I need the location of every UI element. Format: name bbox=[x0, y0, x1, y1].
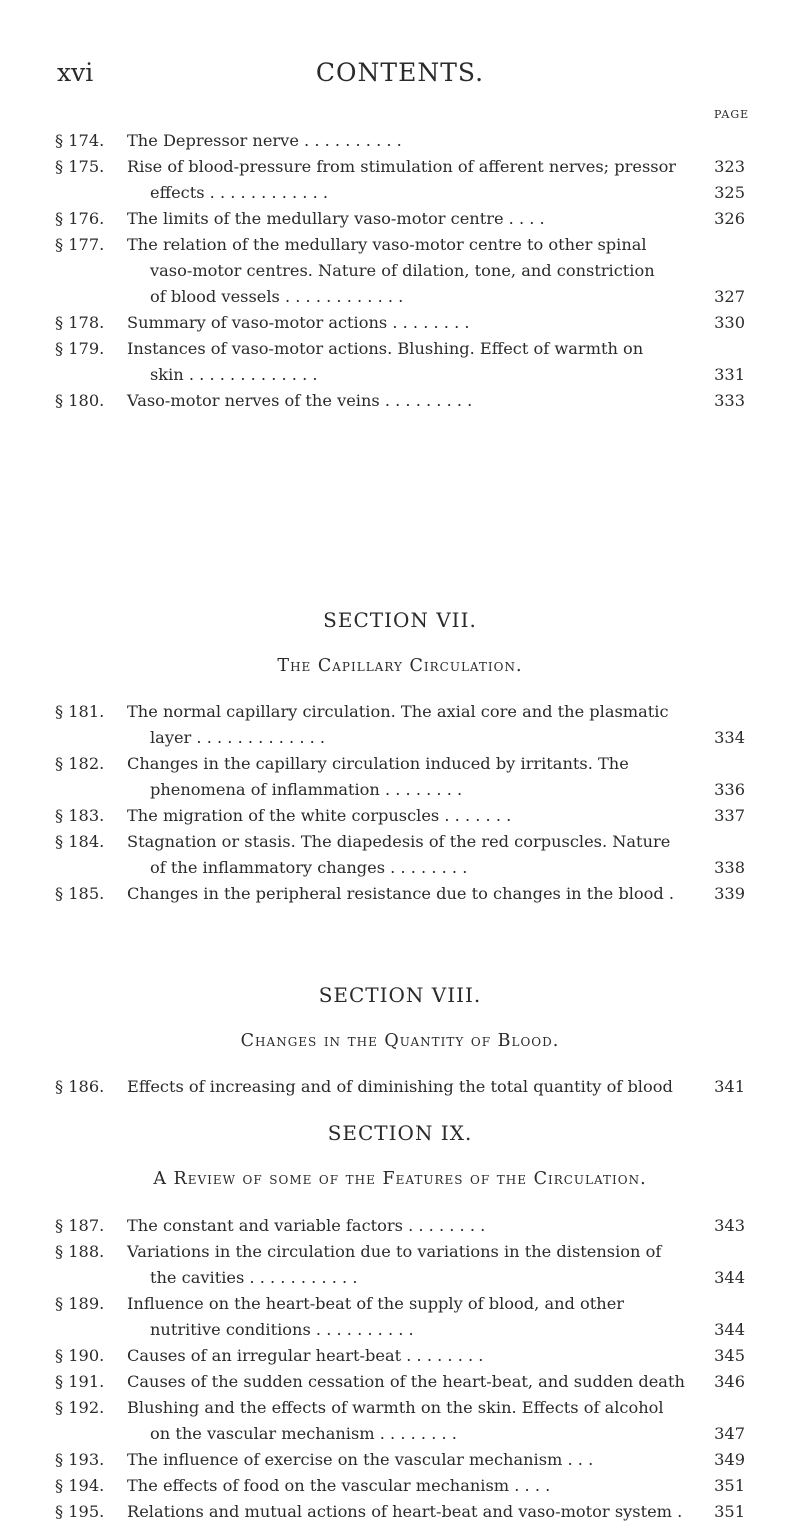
section-number: § 181. bbox=[55, 702, 105, 721]
page-title: CONTENTS. bbox=[315, 58, 485, 87]
page-ref: 326 bbox=[714, 209, 745, 228]
entry-title: The Depressor nerve . . . . . . . . . . bbox=[127, 131, 402, 150]
section-number: § 190. bbox=[55, 1346, 105, 1365]
entry-title: skin . . . . . . . . . . . . . bbox=[150, 365, 318, 384]
section-number: § 188. bbox=[55, 1242, 105, 1261]
page-ref: 346 bbox=[714, 1372, 745, 1391]
toc-entry bbox=[55, 1395, 745, 1447]
section-number: § 189. bbox=[55, 1294, 105, 1313]
page-ref: 337 bbox=[714, 806, 745, 825]
page-ref: 351 bbox=[714, 1502, 745, 1521]
toc-entry bbox=[55, 829, 745, 881]
section-number: § 179. bbox=[55, 339, 105, 358]
entry-title: Stagnation or stasis. The diapedesis of the red corpuscles. Nature bbox=[127, 832, 671, 851]
entry-title: The migration of the white corpuscles . . . . . . . bbox=[127, 806, 512, 825]
section-number: § 183. bbox=[55, 806, 105, 825]
toc-entry bbox=[55, 128, 745, 154]
toc-entry bbox=[55, 310, 745, 336]
entry-title: The influence of exercise on the vascular mechanism . . . bbox=[127, 1450, 594, 1469]
section-number: § 178. bbox=[55, 313, 105, 332]
page-ref: 327 bbox=[714, 287, 745, 306]
section-number: § 193. bbox=[55, 1450, 105, 1469]
page-ref: 343 bbox=[714, 1216, 745, 1235]
toc-entry bbox=[55, 803, 745, 829]
entry-title: The normal capillary circulation. The axial core and the plasmatic bbox=[127, 702, 669, 721]
section-number: § 177. bbox=[55, 235, 105, 254]
entry-title: Instances of vaso-motor actions. Blushing. Effect of warmth on bbox=[127, 339, 644, 358]
entry-title: layer . . . . . . . . . . . . . bbox=[150, 728, 326, 747]
page-number: xvi bbox=[57, 58, 94, 87]
section-number: § 182. bbox=[55, 754, 105, 773]
entry-title: of the inflammatory changes . . . . . . . . bbox=[150, 858, 468, 877]
section-number: § 187. bbox=[55, 1216, 105, 1235]
section-number: § 195. bbox=[55, 1502, 105, 1521]
section-number: § 194. bbox=[55, 1476, 105, 1495]
page-ref: 345 bbox=[714, 1346, 745, 1365]
entry-title: nutritive conditions . . . . . . . . . . bbox=[150, 1320, 414, 1339]
section-heading: SECTION VII. bbox=[323, 608, 477, 632]
entry-title: The constant and variable factors . . . . . . . . bbox=[127, 1216, 486, 1235]
section-heading: SECTION VIII. bbox=[318, 983, 482, 1007]
page-ref: 336 bbox=[714, 780, 745, 799]
section-number: § 192. bbox=[55, 1398, 105, 1417]
toc-entry bbox=[55, 1291, 745, 1343]
page-ref: 325 bbox=[714, 183, 745, 202]
section-subtitle: Changes in the Quantity of Blood. bbox=[240, 1031, 560, 1051]
toc-entry bbox=[55, 1473, 745, 1499]
entry-title: Changes in the capillary circulation induced by irritants. The bbox=[127, 754, 629, 773]
page-ref: 339 bbox=[714, 884, 745, 903]
toc-entry bbox=[55, 1499, 745, 1525]
entry-title: Causes of the sudden cessation of the heart-beat, and sudden death bbox=[127, 1372, 685, 1391]
page-ref: 341 bbox=[714, 1077, 745, 1096]
toc-entry bbox=[55, 1447, 745, 1473]
section-number: § 174. bbox=[55, 131, 105, 150]
page-ref: 334 bbox=[714, 728, 745, 747]
page-column-label: PAGE bbox=[714, 108, 750, 121]
entry-title: the cavities . . . . . . . . . . . bbox=[150, 1268, 358, 1287]
page-ref: 349 bbox=[714, 1450, 745, 1469]
section-heading: SECTION IX. bbox=[327, 1121, 473, 1145]
section-number: § 186. bbox=[55, 1077, 105, 1096]
entry-title: The limits of the medullary vaso-motor centre . . . . bbox=[127, 209, 545, 228]
section-number: § 191. bbox=[55, 1372, 105, 1391]
section-number: § 184. bbox=[55, 832, 105, 851]
toc-entry bbox=[55, 751, 745, 803]
page-ref: 330 bbox=[714, 313, 745, 332]
page-ref: 344 bbox=[714, 1320, 745, 1339]
toc-entry bbox=[55, 1213, 745, 1239]
entry-title: The effects of food on the vascular mechanism . . . . bbox=[127, 1476, 551, 1495]
entry-title: vaso-motor centres. Nature of dilation, tone, and constriction bbox=[150, 261, 655, 280]
toc-entry bbox=[55, 206, 745, 232]
entry-title: effects . . . . . . . . . . . . bbox=[150, 183, 329, 202]
toc-entry bbox=[55, 154, 745, 206]
toc-entry bbox=[55, 1239, 745, 1291]
entry-title: Rise of blood-pressure from stimulation of afferent nerves; pressor bbox=[127, 157, 677, 176]
entry-title: Influence on the heart-beat of the supply of blood, and other bbox=[127, 1294, 625, 1313]
entry-title: Relations and mutual actions of heart-beat and vaso-motor system . bbox=[127, 1502, 683, 1521]
toc-entry bbox=[55, 881, 745, 907]
toc-entry bbox=[55, 1369, 745, 1395]
page-ref: 323 bbox=[714, 157, 745, 176]
entry-title: Effects of increasing and of diminishing the total quantity of blood bbox=[127, 1077, 673, 1096]
section-number: § 175. bbox=[55, 157, 105, 176]
entry-title: Variations in the circulation due to variations in the distension of bbox=[127, 1242, 662, 1261]
entry-title: Vaso-motor nerves of the veins . . . . . . . . . bbox=[127, 391, 473, 410]
toc-entry bbox=[55, 336, 745, 388]
section-number: § 176. bbox=[55, 209, 105, 228]
entry-title: Blushing and the effects of warmth on the skin. Effects of alcohol bbox=[127, 1398, 664, 1417]
section-number: § 180. bbox=[55, 391, 105, 410]
toc-entry bbox=[55, 232, 745, 310]
running-header bbox=[0, 58, 800, 98]
section-subtitle: The Capillary Circulation. bbox=[277, 656, 523, 676]
page-ref: 331 bbox=[714, 365, 745, 384]
toc-entry bbox=[55, 388, 745, 414]
toc-entry bbox=[55, 1343, 745, 1369]
page-ref: 347 bbox=[714, 1424, 745, 1443]
entry-title: phenomena of inflammation . . . . . . . . bbox=[150, 780, 463, 799]
entry-title: of blood vessels . . . . . . . . . . . . bbox=[150, 287, 404, 306]
toc-entry bbox=[55, 1074, 745, 1100]
page-ref: 344 bbox=[714, 1268, 745, 1287]
section-subtitle: A Review of some of the Features of the Circulation. bbox=[153, 1169, 647, 1189]
entry-title: Causes of an irregular heart-beat . . . . . . . . bbox=[127, 1346, 484, 1365]
section-number: § 185. bbox=[55, 884, 105, 903]
entry-title: Summary of vaso-motor actions . . . . . . . . bbox=[127, 313, 470, 332]
page-ref: 338 bbox=[714, 858, 745, 877]
entry-title: The relation of the medullary vaso-motor centre to other spinal bbox=[127, 235, 647, 254]
entry-title: on the vascular mechanism . . . . . . . . bbox=[150, 1424, 457, 1443]
page-ref: 333 bbox=[714, 391, 745, 410]
page-ref: 351 bbox=[714, 1476, 745, 1495]
toc-entry bbox=[55, 699, 745, 751]
entry-title: Changes in the peripheral resistance due to changes in the blood . bbox=[127, 884, 675, 903]
